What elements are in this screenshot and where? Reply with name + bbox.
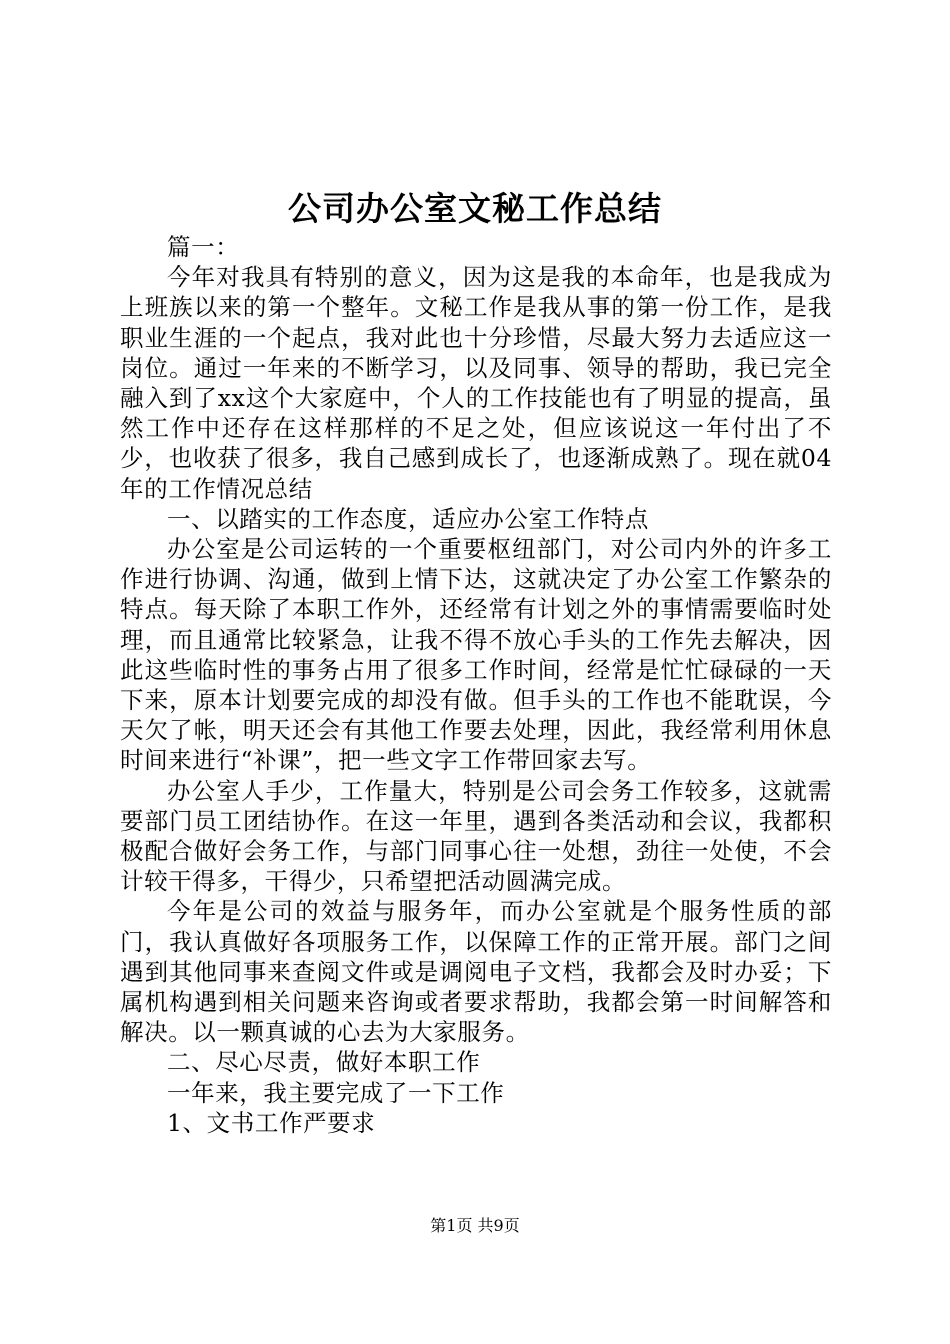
paragraph-teamwork: 办公室人手少，工作量大，特别是公司会务工作较多，这就需要部门员工团结协作。在这一年里，遇到各类活动和会议，我都积极配合做好会务工作，与部门同事心往一处想，劲往一处使，不会计较干得多，干得少，只希望把活动圆满完成。 [120,776,832,896]
paragraph-office-role: 办公室是公司运转的一个重要枢纽部门，对公司内外的许多工作进行协调、沟通，做到上情下达，这就决定了办公室工作繁杂的特点。每天除了本职工作外，还经常有计划之外的事情需要临时处理，而且通常比较紧急，让我不得不放心手头的工作先去解决，因此这些临时性的事务占用了很多工作时间，经常是忙忙碌碌的一天下来，原本计划要完成的却没有做。但手头的工作也不能耽误，今天欠了帐，明天还会有其他工作要去处理，因此，我经常利用休息时间来进行“补课”，把一些文字工作带回家去写。 [120,535,832,775]
page-footer: 第1页 共9页 [430,1216,520,1235]
heading-section-two: 二、尽心尽责，做好本职工作 [167,1048,481,1077]
paragraph-section-label: 篇一： [167,233,240,261]
document-title: 公司办公室文秘工作总结 [288,189,662,228]
heading-section-one: 一、以踏实的工作态度，适应办公室工作特点 [167,504,649,533]
heading-item-one: 1、文书工作严要求 [167,1108,376,1137]
paragraph-service: 今年是公司的效益与服务年，而办公室就是个服务性质的部门，我认真做好各项服务工作，以保障工作的正常开展。部门之间遇到其他同事来查阅文件或是调阅电子文档，我都会及时办妥；下属机构遇到相关问题来咨询或者要求帮助，我都会第一时间解答和解决。以一颗真诚的心去为大家服务。 [120,897,832,1047]
paragraph-intro: 今年对我具有特别的意义，因为这是我的本命年，也是我成为上班族以来的第一个整年。文秘工作是我从事的第一份工作，是我职业生涯的一个起点，我对此也十分珍惜，尽最大努力去适应这一岗位。通过一年来的不断学习，以及同事、领导的帮助，我已完全融入到了xx这个大家庭中，个人的工作技能也有了明显的提高，虽然工作中还存在这样那样的不足之处，但应该说这一年付出了不少，也收获了很多，我自己感到成长了，也逐渐成熟了。现在就04年的工作情况总结 [120,263,832,503]
paragraph-work-intro: 一年来，我主要完成了一下工作 [167,1078,505,1107]
document-body [120,232,832,1138]
